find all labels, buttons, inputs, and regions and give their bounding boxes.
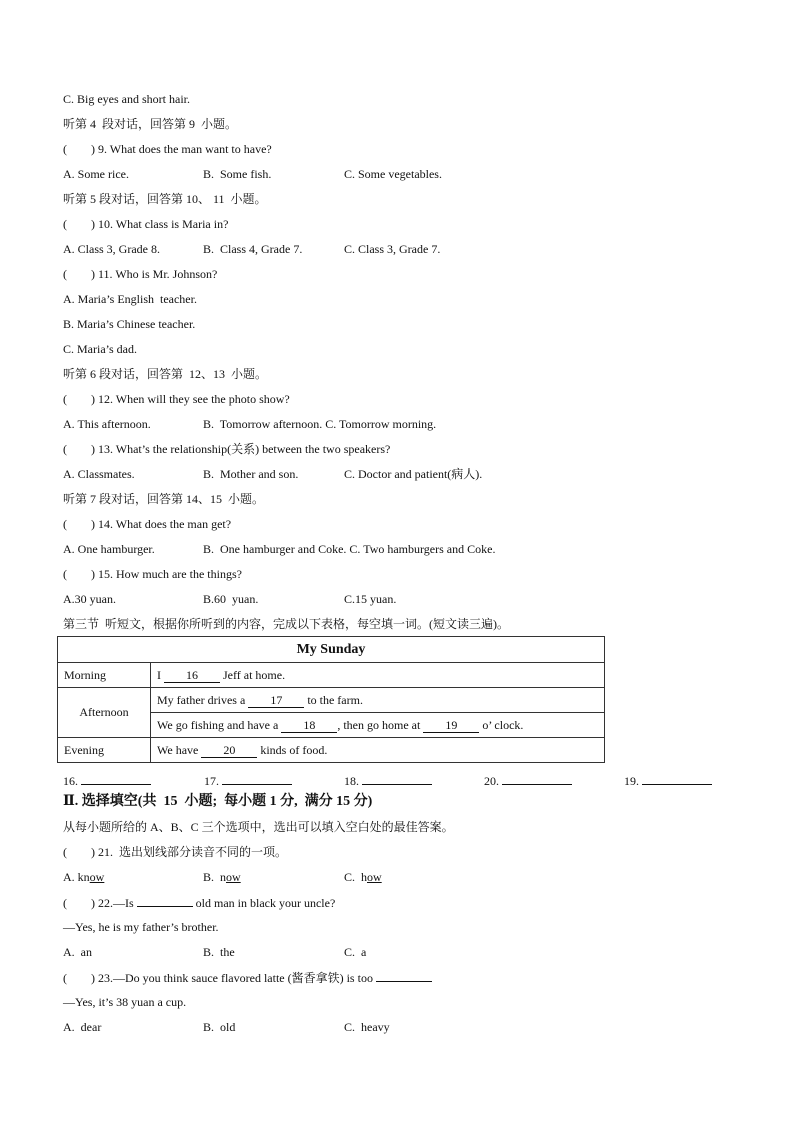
q22-option-b: B. the	[203, 945, 235, 959]
q23-option-b: B. old	[203, 1020, 236, 1034]
q22-option-a: A. an	[63, 945, 92, 959]
answer-blank[interactable]	[137, 894, 193, 907]
q8-option-c: C. Big eyes and short hair.	[63, 92, 190, 106]
q9-option-c: C. Some vegetables.	[344, 167, 442, 181]
answer-20: 20.	[484, 770, 572, 789]
section-instruction: 听第 6 段对话，回答第 12、13 小题。	[63, 367, 268, 381]
table-cell: I 16 Jeff at home.	[151, 663, 605, 688]
q11-option-b: B. Maria’s Chinese teacher.	[63, 317, 196, 331]
q22-dialogue-reply: —Yes, he is my father’s brother.	[63, 920, 219, 934]
blank-16: 16	[164, 669, 220, 683]
question-10: ( ) 10. What class is Maria in?	[63, 217, 229, 231]
section-2-instruction: 从每小题所给的 A、B、C 三个选项中，选出可以填入空白处的最佳答案。	[63, 820, 454, 834]
answer-line[interactable]	[222, 770, 292, 785]
q14-option-a: A. One hamburger.	[63, 542, 155, 556]
question-23: ( ) 23.—Do you think sauce flavored latte (酱香拿铁) is too	[63, 969, 432, 986]
q10-option-a: A. Class 3, Grade 8.	[63, 242, 160, 256]
q12-option-bc: B. Tomorrow afternoon. C. Tomorrow morning.	[203, 417, 437, 431]
q21-option-a: A. know	[63, 870, 105, 884]
q13-option-b: B. Mother and son.	[203, 467, 299, 481]
q15-option-b: B.60 yuan.	[203, 592, 259, 606]
q23-option-a: A. dear	[63, 1020, 102, 1034]
answer-blank[interactable]	[376, 969, 432, 982]
q23-dialogue-reply: —Yes, it’s 38 yuan a cup.	[63, 995, 187, 1009]
table-cell: We have 20 kinds of food.	[151, 738, 605, 763]
q10-option-c: C. Class 3, Grade 7.	[344, 242, 441, 256]
table-cell: My father drives a 17 to the farm.	[151, 688, 605, 713]
blank-18: 18	[281, 719, 337, 733]
question-21: ( ) 21. 选出划线部分读音不同的一项。	[63, 845, 287, 859]
q9-option-a: A. Some rice.	[63, 167, 129, 181]
q21-option-b: B. now	[203, 870, 241, 884]
answer-line[interactable]	[502, 770, 572, 785]
answer-19: 19.	[624, 770, 712, 789]
q15-option-c: C.15 yuan.	[344, 592, 397, 606]
q13-option-a: A. Classmates.	[63, 467, 135, 481]
question-11: ( ) 11. Who is Mr. Johnson?	[63, 267, 218, 281]
question-15: ( ) 15. How much are the things?	[63, 567, 242, 581]
q11-option-c: C. Maria’s dad.	[63, 342, 137, 356]
q9-option-b: B. Some fish.	[203, 167, 272, 181]
q22-option-c: C. a	[344, 945, 367, 959]
blank-19: 19	[423, 719, 479, 733]
answer-line[interactable]	[81, 770, 151, 785]
answer-17: 17.	[204, 770, 292, 789]
section-instruction: 听第 7 段对话，回答第 14、15 小题。	[63, 492, 265, 506]
table-row	[58, 688, 605, 713]
q15-option-a: A.30 yuan.	[63, 592, 116, 606]
section-3-instruction: 第三节 听短文，根据你所听到的内容，完成以下表格，每空填一词。(短文读三遍)。	[63, 617, 509, 631]
answer-16: 16.	[63, 770, 151, 789]
q12-option-a: A. This afternoon.	[63, 417, 151, 431]
question-22: ( ) 22.—Is old man in black your uncle?	[63, 896, 336, 910]
q21-option-c: C. how	[344, 870, 382, 884]
row-label-morning: Morning	[58, 663, 151, 688]
table-row	[58, 738, 605, 763]
question-13: ( ) 13. What’s the relationship(关系) between the two speakers?	[63, 442, 391, 456]
section-instruction: 听第 5 段对话，回答第 10、 11 小题。	[63, 192, 267, 206]
q23-option-c: C. heavy	[344, 1020, 390, 1034]
table-cell: We go fishing and have a 18 , then go home at 19 o’ clock.	[151, 713, 605, 738]
q13-option-c: C. Doctor and patient(病人).	[344, 467, 483, 481]
answer-18: 18.	[344, 770, 432, 789]
question-9: ( ) 9. What does the man want to have?	[63, 142, 272, 156]
my-sunday-table	[57, 636, 605, 763]
answer-line[interactable]	[362, 770, 432, 785]
row-label-afternoon: Afternoon	[58, 688, 151, 738]
table-row	[58, 663, 605, 688]
q10-option-b: B. Class 4, Grade 7.	[203, 242, 303, 256]
question-14: ( ) 14. What does the man get?	[63, 517, 232, 531]
blank-17: 17	[248, 694, 304, 708]
blank-20: 20	[201, 744, 257, 758]
q14-option-bc: B. One hamburger and Coke. C. Two hamburgers and Coke.	[203, 542, 496, 556]
question-12: ( ) 12. When will they see the photo show?	[63, 392, 290, 406]
answer-line[interactable]	[642, 770, 712, 785]
q11-option-a: A. Maria’s English teacher.	[63, 292, 197, 306]
section-instruction: 听第 4 段对话，回答第 9 小题。	[63, 117, 238, 131]
table-title: My Sunday	[58, 637, 605, 663]
section-2-title: Ⅱ. 选择填空(共 15 小题; 每小题 1 分, 满分 15 分)	[63, 794, 373, 809]
row-label-evening: Evening	[58, 738, 151, 763]
